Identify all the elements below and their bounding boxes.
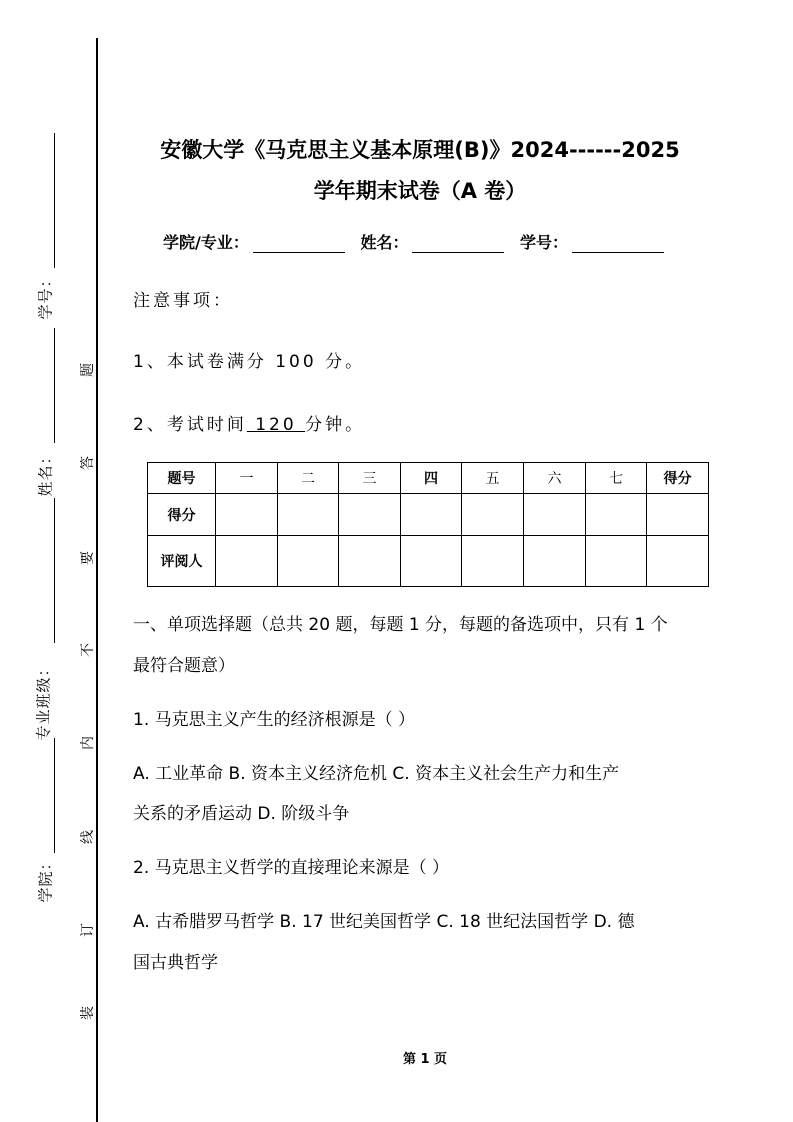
reviewer-cell[interactable] xyxy=(586,536,647,587)
header-cell: 三 xyxy=(339,463,401,494)
reviewer-cell[interactable] xyxy=(278,536,339,587)
field-underline-college xyxy=(54,738,55,853)
header-cell: 五 xyxy=(462,463,524,494)
student-info-row xyxy=(163,230,674,253)
field-underline-name xyxy=(54,328,55,443)
seal-char: 内 xyxy=(80,736,96,750)
header-cell: 七 xyxy=(586,463,647,494)
score-cell[interactable] xyxy=(524,494,586,536)
question-2-stem: 2. 马克思主义哲学的直接理论来源是（ ） xyxy=(133,858,450,878)
score-cell[interactable] xyxy=(216,494,278,536)
exam-duration-value: 120 xyxy=(246,415,306,435)
seal-char: 不 xyxy=(80,643,96,657)
header-cell: 得分 xyxy=(647,463,709,494)
notes-heading: 注意事项： xyxy=(133,291,233,311)
section-heading-line1: 一、单项选择题（总共 20 题，每题 1 分，每题的备选项中，只有 1 个 xyxy=(133,615,668,635)
reviewer-cell[interactable] xyxy=(401,536,462,587)
reviewer-cell[interactable] xyxy=(647,536,709,587)
id-label: 学号： xyxy=(520,233,569,252)
seal-char: 装 xyxy=(80,1006,96,1020)
seal-char: 线 xyxy=(80,830,96,844)
score-cell[interactable] xyxy=(339,494,401,536)
question-2-options-line1: A. 古希腊罗马哲学 B. 17 世纪美国哲学 C. 18 世纪法国哲学 D. 德 xyxy=(133,912,635,932)
margin-label-class: 专业班级： xyxy=(34,660,53,741)
score-cell[interactable] xyxy=(586,494,647,536)
question-1-options-line1: A. 工业革命 B. 资本主义经济危机 C. 资本主义社会生产力和生产 xyxy=(133,764,620,784)
score-table-header-row xyxy=(148,463,709,494)
field-underline-class xyxy=(54,498,55,643)
margin-label-student-id: 学号： xyxy=(36,271,55,320)
header-cell: 一 xyxy=(216,463,278,494)
score-cell[interactable] xyxy=(647,494,709,536)
header-cell: 六 xyxy=(524,463,586,494)
reviewer-row xyxy=(148,536,709,587)
seal-char: 订 xyxy=(80,923,96,937)
exam-title-line1: 安徽大学《马克思主义基本原理(B)》2024------2025 xyxy=(160,138,680,162)
score-cell[interactable] xyxy=(401,494,462,536)
header-cell: 四 xyxy=(401,463,462,494)
score-row xyxy=(148,494,709,536)
binding-line xyxy=(96,38,98,1122)
margin-label-name: 姓名： xyxy=(36,448,55,497)
score-cell[interactable] xyxy=(278,494,339,536)
note-item-2-prefix: 2、考试时间 xyxy=(133,415,247,435)
reviewer-cell[interactable] xyxy=(462,536,524,587)
note-item-1: 1、本试卷满分 100 分。 xyxy=(133,352,366,372)
question-2-options-line2: 国古典哲学 xyxy=(133,953,218,973)
question-1-stem: 1. 马克思主义产生的经济根源是（ ） xyxy=(133,710,416,730)
note-item-2 xyxy=(133,410,365,435)
name-blank[interactable] xyxy=(412,235,504,253)
college-blank[interactable] xyxy=(253,235,345,253)
margin-label-college: 学院： xyxy=(36,854,55,903)
row-label: 评阅人 xyxy=(148,536,216,587)
row-label: 得分 xyxy=(148,494,216,536)
seal-char: 答 xyxy=(80,456,96,470)
score-cell[interactable] xyxy=(462,494,524,536)
exam-title-line2: 学年期末试卷（A 卷） xyxy=(313,179,527,203)
field-underline-student-id xyxy=(54,133,55,268)
reviewer-cell[interactable] xyxy=(524,536,586,587)
note-item-2-suffix: 分钟。 xyxy=(305,415,366,435)
header-cell: 题号 xyxy=(148,463,216,494)
page-number: 第 1 页 xyxy=(402,1052,448,1067)
seal-char: 题 xyxy=(80,363,96,377)
name-label: 姓名： xyxy=(360,233,409,252)
reviewer-cell[interactable] xyxy=(339,536,401,587)
header-cell: 二 xyxy=(278,463,339,494)
question-1-options-line2: 关系的矛盾运动 D. 阶级斗争 xyxy=(133,804,350,824)
reviewer-cell[interactable] xyxy=(216,536,278,587)
score-table xyxy=(147,462,709,587)
id-blank[interactable] xyxy=(572,235,664,253)
seal-char: 要 xyxy=(80,551,96,565)
section-heading-line2: 最符合题意） xyxy=(133,656,235,676)
college-label: 学院/专业： xyxy=(163,233,249,252)
